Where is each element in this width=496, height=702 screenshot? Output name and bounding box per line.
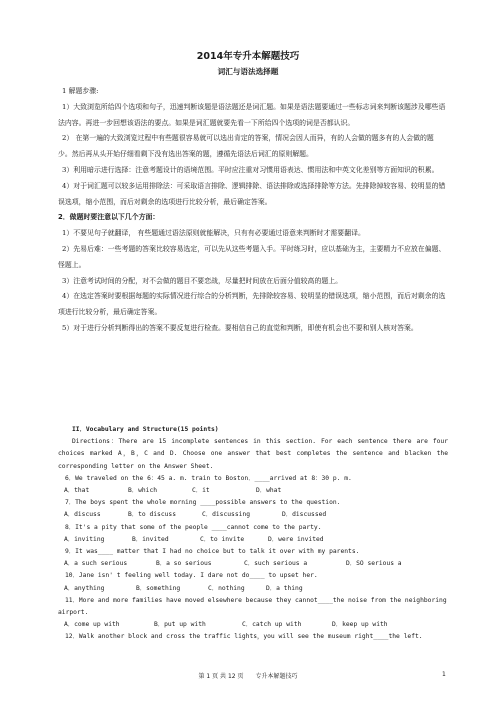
answer-option: D．what — [256, 487, 282, 495]
answer-options — [58, 509, 448, 521]
answer-options — [58, 619, 448, 631]
question-text: 6．We traveled on the 6：45 a. m. train to Boston．____arrived at 8：30 p. m. — [65, 474, 352, 482]
answer-option: A．discuss — [64, 511, 101, 519]
answer-option: A．that — [64, 487, 90, 495]
answer-option: C．catch up with — [242, 621, 302, 629]
answer-option: B．to discuss — [128, 511, 176, 519]
instruction-paragraph: 5）对于进行分析判断得出的答案不要反复进行检查。要相信自己的直觉和判断，即使有机会也不要和别人核对答案。 — [62, 323, 418, 332]
question-text: 11．More and more families have moved elsewhere because they cannot____the noise from the neighboring airport. — [58, 596, 447, 617]
answer-option: D．were invited — [268, 535, 324, 543]
question-text: 7．The boys spent the whole morning ____possible answers to the question. — [65, 499, 341, 507]
answer-option: B．something — [136, 584, 181, 592]
footer-page-number: 1 — [442, 671, 446, 678]
answer-option: D．a thing — [266, 584, 303, 592]
instruction-paragraph: 4）对于词汇题可以较多运用排除法：可采取语言排除、逻辑排除、语法排除或选择排除等方法。先排除掉较容易、较明显的错误选项，缩小范围，而后对剩余的选项进行比较分析，最后确定答案。 — [58, 181, 446, 206]
answer-option: B．which — [128, 487, 158, 495]
instruction-paragraph: 1）大致浏览所给四个选项和句子，迅速判断该题是语法题还是词汇题。如果是语法题要通过一些标志词来判断该题涉及哪些语法内容。再进一步回想该语法的要点。如果是词汇题就要先看一下所给四个选项的词是否都认识。 — [58, 102, 446, 127]
answer-option: C．it — [192, 487, 210, 495]
answer-option: B．a so serious — [156, 560, 212, 568]
directions-text: Directions：There are 15 incomplete sentences in this section. For each sentence there are four choices marked A，B，C and D. Choose one answer that best completes the sentence and blacken the corresponding letter on the Answer Sheet. — [58, 438, 448, 470]
instruction-paragraph: 1 解题步骤: — [62, 87, 99, 95]
answer-option: C．discussing — [202, 511, 250, 519]
answer-option: D．keep up with — [332, 621, 388, 629]
instruction-paragraph: 2）先易后难：一些考题的答案比较容易选定，可以先从这些考题入手。平时练习时，应以基础为主，主要精力不应放在偏题、怪题上。 — [58, 244, 446, 269]
answer-option: C．such serious a — [244, 560, 308, 568]
answer-option: A．inviting — [64, 535, 105, 543]
question-text: 8．It's a pity that some of the people ____cannot come to the party. — [65, 523, 322, 531]
question-text: 10．Jane isn' t feeling well today. I dare not do____ to upset her. — [65, 572, 318, 580]
instruction-paragraph: 2） 在第一遍的大致浏览过程中有些题很容易就可以选出肯定的答案，情况会因人而异，有的人会做的题多有的人会做的题少。然后再从头开始仔细看剩下没有选出答案的题，遵循先语法后词汇的原则解题。 — [58, 134, 434, 159]
answer-option: A．anything — [64, 584, 105, 592]
instruction-paragraph: 4）在选定答案时要根据每题的实际情况进行综合的分析判断，先排除较容易、较明显的错误选项，缩小范围，而后对剩余的选项进行比较分析，最后确定答案。 — [58, 292, 446, 317]
answer-option: D．discussed — [282, 511, 327, 519]
instruction-paragraph: 1）不要见句子就翻译， 有些题通过语法原则就能解决，只有有必要通过语意来判断时才需要翻译。 — [62, 229, 365, 238]
answer-option: C．nothing — [208, 584, 245, 592]
page-title: 2014年专升本解题技巧 — [196, 51, 300, 62]
answer-options — [58, 558, 448, 570]
answer-option: B．invited — [132, 535, 169, 543]
answer-options — [58, 583, 448, 595]
instruction-paragraph: 3）利用暗示进行选择：注意考题设计的语境范围。平时应注重对习惯用语表达、惯用法和中英文化差别等方面知识的积累。 — [62, 165, 439, 174]
footer-page-info: 第 1 页 共 12 页 专升本解题技巧 — [198, 673, 298, 680]
step-heading: 2．做题时要注意以下几个方面： — [58, 213, 160, 222]
question-text: 12．Walk another block and cross the traffic lights，you will see the museum right____the left. — [65, 633, 423, 641]
answer-option: A．a such serious — [64, 560, 128, 568]
answer-options — [58, 485, 448, 497]
answer-option: C．to invite — [200, 535, 245, 543]
answer-option: D．SO serious a — [346, 560, 402, 568]
question-list — [58, 473, 448, 644]
answer-option: A．come up with — [64, 621, 120, 629]
instructions-section — [58, 84, 446, 337]
answer-options — [58, 534, 448, 546]
section-heading: II．Vocabulary and Structure(15 points) — [72, 426, 219, 433]
vocabulary-section — [58, 424, 448, 644]
page-subtitle: 词汇与语法选择题 — [217, 67, 279, 76]
instruction-paragraph: 3）注意考试时间的分配，对不会做的题目不要恋战，尽量把时间放在后面分值较高的题上。 — [62, 276, 343, 285]
answer-option: B．put up with — [154, 621, 206, 629]
question-text: 9．It was____ matter that I had no choice but to talk it over with my parents. — [65, 548, 360, 556]
